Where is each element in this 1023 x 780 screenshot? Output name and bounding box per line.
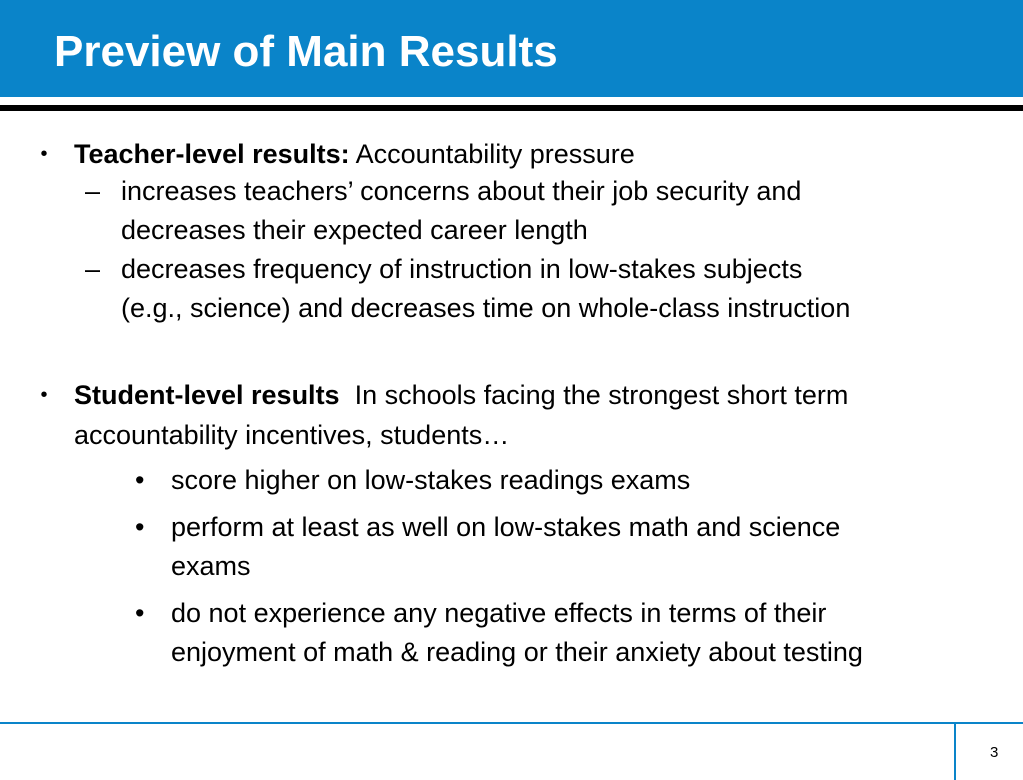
- teacher-subpoint-2: [85, 250, 1011, 328]
- page-number: 3: [990, 744, 999, 761]
- teacher-results-heading: Teacher-level results:: [74, 139, 350, 169]
- header-rule: [0, 105, 1023, 111]
- footer-separator: [954, 724, 956, 780]
- teacher-subpoint-1-line1: increases teachers’ concerns about their job security and: [121, 176, 802, 206]
- student-subpoint-3: [135, 594, 1011, 672]
- student-results-heading: Student-level results: [74, 380, 340, 410]
- bullet-icon: •: [40, 384, 48, 406]
- student-results-lead-line2: accountability incentives, students…: [74, 420, 510, 450]
- dash-icon: –: [85, 254, 101, 284]
- student-subpoint-2-line2: exams: [171, 551, 251, 581]
- student-subpoint-2: [135, 508, 1011, 586]
- footer-line: [0, 722, 1023, 724]
- teacher-results-bullet: [40, 134, 1014, 174]
- teacher-subpoint-1: [85, 172, 1011, 250]
- student-results-lead: In schools facing the strongest short term: [339, 380, 849, 410]
- dot-icon: •: [135, 465, 145, 495]
- teacher-subpoint-2-line1: decreases frequency of instruction in low-stakes subjects: [121, 254, 803, 284]
- dot-icon: •: [135, 512, 145, 542]
- title-bar: [0, 0, 1023, 97]
- bullet-icon: •: [40, 143, 48, 165]
- dash-icon: –: [85, 176, 101, 206]
- student-subpoint-2-line1: perform at least as well on low-stakes math and science: [171, 512, 841, 542]
- student-subpoint-1-line1: score higher on low-stakes readings exams: [171, 465, 691, 495]
- student-results-bullet: [40, 375, 1014, 455]
- student-subpoint-3-line2: enjoyment of math & reading or their anxiety about testing: [171, 637, 863, 667]
- teacher-subpoint-2-line2: (e.g., science) and decreases time on whole-class instruction: [121, 293, 851, 323]
- teacher-results-lead: Accountability pressure: [349, 139, 635, 169]
- student-subpoint-3-line1: do not experience any negative effects in terms of their: [171, 598, 827, 628]
- student-subpoint-1: [135, 461, 1011, 500]
- slide-title: Preview of Main Results: [54, 27, 558, 76]
- teacher-subpoint-1-line2: decreases their expected career length: [121, 215, 588, 245]
- dot-icon: •: [135, 598, 145, 628]
